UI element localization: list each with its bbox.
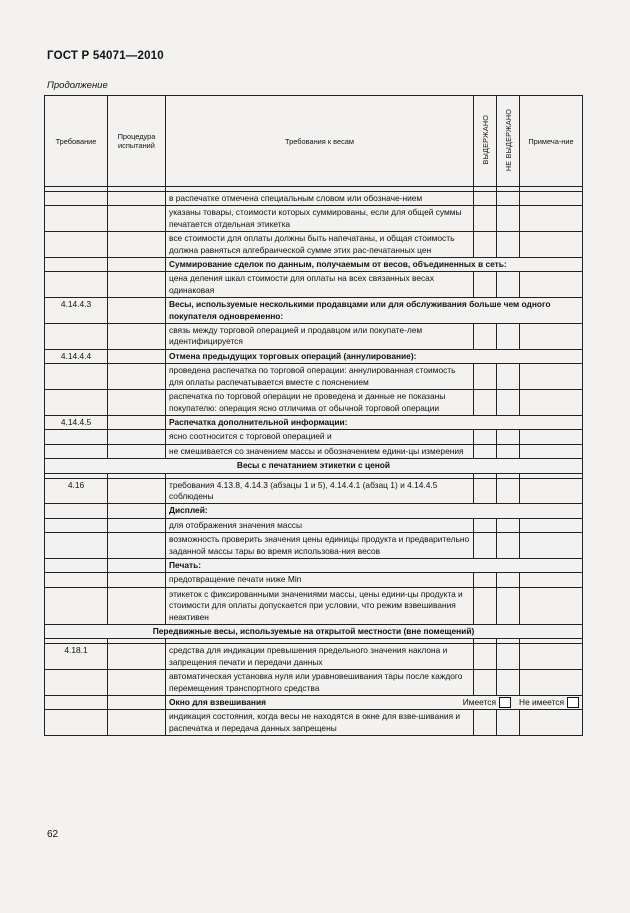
table-row bbox=[45, 258, 583, 272]
option-absent[interactable]: Не имеется bbox=[519, 697, 579, 708]
table-row bbox=[45, 298, 583, 324]
requirement-text: проведена распечатка по торговой операции: аннулированная стоимость для оплаты распечатывается вместе с пояснением bbox=[166, 364, 474, 390]
option-present[interactable]: Имеется bbox=[463, 697, 511, 708]
requirement-text: предотвращение печати ниже Min bbox=[166, 573, 474, 587]
table-row bbox=[45, 324, 583, 350]
requirement-text: индикация состояния, когда весы не находятся в окне для взве-шивания и распечатка и передача данных запрещены bbox=[166, 710, 474, 736]
col-notes: Примеча-ние bbox=[520, 96, 583, 187]
absent-checkbox[interactable] bbox=[567, 697, 579, 708]
table-row bbox=[45, 533, 583, 559]
continuation-label: Продолжение bbox=[47, 80, 108, 91]
table-row bbox=[45, 696, 583, 710]
requirement-text: распечатка по торговой операции не проведена и данные не показаны покупателю: операция ясно отличима от обычной торговой операции bbox=[166, 390, 474, 416]
requirement-text: средства для индикации превышения предельного значения наклона и запрещения печати и передачи данных bbox=[166, 644, 474, 670]
group-title: Весы, используемые несколькими продавцами или для обслуживания больше чем одного покупателя одновременно: bbox=[166, 298, 583, 324]
table-row bbox=[45, 644, 583, 670]
standard-code: ГОСТ Р 54071—2010 bbox=[47, 50, 164, 62]
table-row bbox=[45, 415, 583, 429]
table-row bbox=[45, 206, 583, 232]
requirement-text: автоматическая установка нуля или уравновешивания тары после каждого перемещения транспортного средства bbox=[166, 670, 474, 696]
table-row bbox=[45, 430, 583, 444]
requirement-number: 4.14.4.3 bbox=[45, 298, 108, 324]
table-row bbox=[45, 558, 583, 572]
table-row bbox=[45, 390, 583, 416]
table-row bbox=[45, 349, 583, 363]
table-row bbox=[45, 364, 583, 390]
requirement-number: 4.14.4.4 bbox=[45, 349, 108, 363]
section-title: Весы с печатанием этикетки с ценой bbox=[45, 459, 583, 473]
group-title: Отмена предыдущих торговых операций (аннулирование): bbox=[166, 349, 583, 363]
col-requirements-for-scales: Требования к весам bbox=[166, 96, 474, 187]
table-row bbox=[45, 504, 583, 518]
requirement-text: цена деления шкал стоимости для оплаты на всех связанных весах одинаковая bbox=[166, 272, 474, 298]
table-row bbox=[45, 587, 583, 624]
col-passed: ВЫДЕРЖАНО bbox=[474, 96, 497, 187]
requirement-text: в распечатке отмечена специальным словом или обозначе-нием bbox=[166, 192, 474, 206]
table-row bbox=[45, 710, 583, 736]
weighing-window-row bbox=[166, 696, 583, 710]
table-row bbox=[45, 573, 583, 587]
group-title: Дисплей: bbox=[166, 504, 583, 518]
requirement-text: указаны товары, стоимости которых суммированы, если для общей суммы печатается отдельная этикетка bbox=[166, 206, 474, 232]
table-row bbox=[45, 670, 583, 696]
table-row bbox=[45, 272, 583, 298]
requirement-text: этикеток с фиксированными значениями массы, цены едини-цы продукта и стоимости для оплаты допускается при условии, что режим взвешивания неактивен bbox=[166, 587, 474, 624]
table-row bbox=[45, 232, 583, 258]
requirement-number: 4.14.4.5 bbox=[45, 415, 108, 429]
weighing-window-title: Окно для взвешивания bbox=[169, 697, 266, 708]
requirement-number: 4.18.1 bbox=[45, 644, 108, 670]
requirement-text: связь между торговой операцией и продавцом или покупате-лем идентифицируется bbox=[166, 324, 474, 350]
requirement-text: для отображения значения массы bbox=[166, 518, 474, 532]
requirement-text: возможность проверить значения цены единицы продукта и предварительно заданной массы тары во время использова-ния весов bbox=[166, 533, 474, 559]
group-title: Печать: bbox=[166, 558, 583, 572]
requirement-text: ясно соотносится с торговой операцией и bbox=[166, 430, 474, 444]
table-row bbox=[45, 444, 583, 458]
group-title: Суммирование сделок по данным, получаемым от весов, объединенных в сеть: bbox=[166, 258, 583, 272]
col-not-passed: НЕ ВЫДЕРЖАНО bbox=[497, 96, 520, 187]
table-row bbox=[45, 192, 583, 206]
requirement-text: требования 4.13.8, 4.14.3 (абзацы 1 и 5), 4.14.4.1 (абзац 1) и 4.14.4.5 соблюдены bbox=[166, 478, 474, 504]
section-title: Передвижные весы, используемые на открытой местности (вне помещений) bbox=[45, 625, 583, 639]
requirement-number: 4.16 bbox=[45, 478, 108, 504]
present-checkbox[interactable] bbox=[499, 697, 511, 708]
col-procedure: Процедура испытаний bbox=[108, 96, 166, 187]
section-row bbox=[45, 625, 583, 639]
requirement-text: все стоимости для оплаты должны быть напечатаны, и общая стоимость должна равняться алгебраической сумме этих рас-печатанных цен bbox=[166, 232, 474, 258]
table-row bbox=[45, 518, 583, 532]
page-number: 62 bbox=[47, 829, 59, 840]
col-requirement: Требование bbox=[45, 96, 108, 187]
requirement-text: не смешивается со значением массы и обозначением едини-цы измерения bbox=[166, 444, 474, 458]
group-title: Распечатка дополнительной информации: bbox=[166, 415, 583, 429]
checklist-table bbox=[44, 95, 583, 736]
table-row bbox=[45, 478, 583, 504]
table-header-row bbox=[45, 96, 583, 187]
section-row bbox=[45, 459, 583, 473]
